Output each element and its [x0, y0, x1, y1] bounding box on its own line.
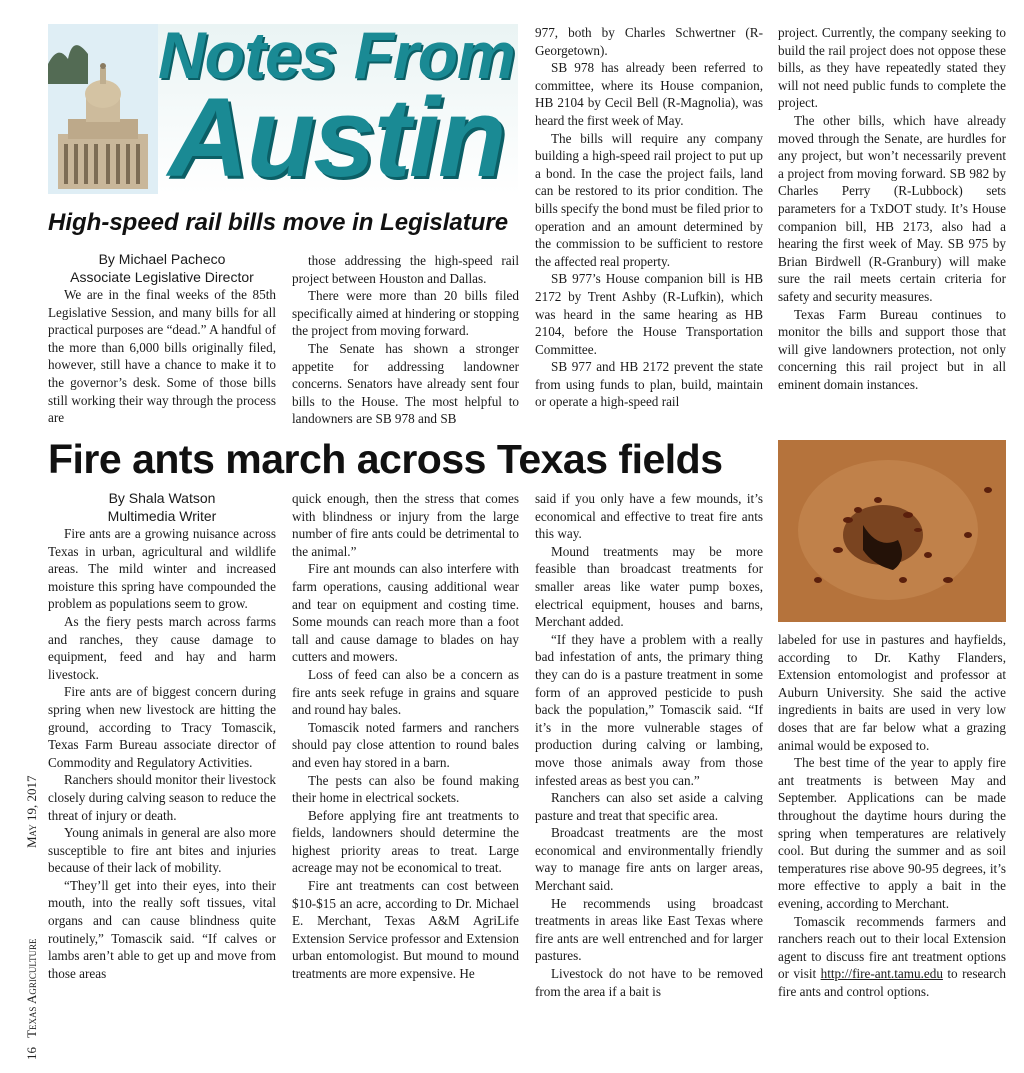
paragraph: project. Currently, the company seeking to build the rail project does not oppose these bills, as they have repeatedly stated they will not need public funds to complete the project.: [778, 25, 1006, 111]
article1-byline: [48, 250, 276, 286]
paragraph: There were more than 20 bills filed specifically aimed at hindering or stopping the project from moving forward.: [292, 288, 519, 339]
paragraph: Fire ants are a growing nuisance across Texas in urban, agricultural and wildlife areas. The mild winter and increased moisture this spring have compounded the problem as populations seem to grow.: [48, 526, 276, 612]
paragraph: The Senate has shown a stronger appetite for addressing landowner concerns. Senators have already sent four bills to the House. The most helpful to landowners are SB 978 and SB: [292, 340, 519, 427]
paragraph: said if you only have a few mounds, it’s economical and effective to treat fire ants this way.: [535, 491, 763, 542]
paragraph: SB 978 has already been referred to committee, where its House companion, HB 2104 by Cecil Bell (R-Magnolia), was heard the first week of May.: [535, 60, 763, 128]
paragraph: quick enough, then the stress that comes with blindness or injury from the large number of fire ants could be detrimental to the animal.”: [292, 491, 519, 559]
paragraph: those addressing the high-speed rail project between Houston and Dallas.: [292, 253, 519, 286]
fire-ant-website-link[interactable]: http://fire-ant.tamu.edu: [820, 966, 943, 982]
paragraph: Loss of feed can also be a concern as fire ants seek refuge in grains and square and round hay bales.: [292, 666, 519, 718]
paragraph: He recommends using broadcast treatments in areas like East Texas where fire ants are well entrenched and for larger pastures.: [535, 895, 763, 964]
publication-name: Texas Agriculture: [24, 938, 39, 1038]
page-margin-info: [20, 770, 50, 1060]
paragraph: Livestock do not have to be removed from the area if a bait is: [535, 966, 763, 999]
article2-byline-title: Multimedia Writer: [107, 508, 217, 524]
paragraph: Ranchers can also set aside a calving pasture and treat that specific area.: [535, 790, 763, 823]
article1-column-2: [292, 252, 519, 428]
article2-headline: Fire ants march across Texas fields: [48, 436, 723, 482]
paragraph: Mound treatments may be more feasible than broadcast treatments for smaller areas like water pump boxes, electrical equipment, houses and barns, Merchant added.: [535, 543, 763, 630]
notes-from-austin-banner: [48, 18, 518, 200]
paragraph: The best time of the year to apply fire ant treatments is between May and September. Applications can be made throughout the daytime hours during the spring when temperatures are relatively cool. But during the summer and as soil temperatures rise above 90-95 degrees, it’s more effective to apply a bait in the evening, according to Merchant.: [778, 755, 1006, 911]
paragraph: SB 977 and HB 2172 prevent the state from using funds to plan, build, maintain or operate a high-speed rail: [535, 359, 763, 410]
paragraph: Fire ants are of biggest concern during spring when new livestock are hitting the ground, according to Tracy Tomascik, Texas Farm Bureau associate director of Commodity and Regulatory Activities.: [48, 684, 276, 770]
paragraph: 977, both by Charles Schwertner (R-Georgetown).: [535, 25, 763, 58]
paragraph: SB 977’s House companion bill is HB 2172 by Trent Ashby (R-Lufkin), which was heard in the same hearing as HB 2104, before the House Transportation Committee.: [535, 271, 763, 357]
paragraph: Texas Farm Bureau continues to monitor the bills and support those that will give landowners protection, not only concerning this rail project but in all eminent domain instances.: [778, 306, 1006, 392]
article1-byline-name: By Michael Pacheco: [98, 251, 226, 267]
capitol-building-illustration: [48, 24, 158, 194]
paragraph: Fire ant treatments can cost between $10-$15 an acre, according to Dr. Michael E. Merchant, Texas A&M AgriLife Extension Service professor and Extension urban entomologist. But mound to mound treatments are more expensive. He: [292, 878, 519, 982]
paragraph: Ranchers should monitor their livestock closely during calving season to reduce the threat of injury or death.: [48, 772, 276, 823]
article2-column-2: [292, 490, 519, 983]
article2-byline: [48, 489, 276, 525]
paragraph: The other bills, which have already moved through the Senate, are hurdles for any project, but won’t necessarily prevent a project from moving forward. SB 982 by Charles Perry (R-Lubbock) sets parameters for a TxDOT study. It’s House companion bill, HB 2173, also had a hearing the first week of May. SB 975 by Brian Birdwell (R-Granbury) will make sure the rail meets certain criteria for safety and security measures.: [778, 112, 1006, 304]
paragraph: As the fiery pests march across farms and ranches, they cause damage to equipment, feed and hay and harm livestock.: [48, 613, 276, 682]
paragraph: The bills will require any company building a high-speed rail project to put up a bond. In the case the project fails, land can be restored to its prior condition. The bills specify the bond must be filed prior to operation and an amount determined by the commission to be sufficient to restore the affected real property.: [535, 130, 763, 269]
banner-notes-from: Notes From: [158, 18, 515, 92]
paragraph: We are in the final weeks of the 85th Legislative Session, and many bills for all practical purposes are “dead.” A handful of the more than 6,000 bills originally filed, however, still have a chance to make it to the governor’s desk. Some of those bills still working their way through the process are: [48, 287, 276, 426]
article1-byline-title: Associate Legislative Director: [70, 269, 254, 285]
article1-column-3: [535, 24, 763, 411]
paragraph: “They’ll get into their eyes, into their mouth, into the really soft tissues, vital organs and can cause blindness quite routinely,” Tomascik said. “If calves or lambs aren’t able to get up and move from those areas: [48, 877, 276, 981]
paragraph: labeled for use in pastures and hayfields, according to Dr. Kathy Flanders, Extension entomologist and professor at Auburn University. She said the active ingredients in baits are used in very low doses that are far below what a grazing animal would be exposed to.: [778, 632, 1006, 753]
banner-austin: Austin: [168, 75, 505, 200]
article2-column-3: [535, 490, 763, 1000]
paragraph: Tomascik noted farmers and ranchers should pay close attention to round bales and even hay stored in a barn.: [292, 719, 519, 770]
article1-column-1: [48, 250, 276, 427]
article2-column-1: [48, 489, 276, 982]
paragraph: Before applying fire ant treatments to fields, landowners should determine the highest priority areas to treat. Large acreage may not be economical to treat.: [292, 807, 519, 876]
article2-closing-paragraph: Tomascik recommends farmers and ranchers reach out to their local Extension agent to discuss fire ant treatment options or visit http://fire-ant.tamu.edu to research fire ants and control options.: [778, 913, 1006, 999]
paragraph: The pests can also be found making their home in electrical sockets.: [292, 772, 519, 806]
article2-byline-name: By Shala Watson: [108, 490, 216, 506]
article1-column-4: [778, 24, 1006, 393]
issue-date: May 19, 2017: [24, 775, 39, 848]
paragraph: Broadcast treatments are the most economical and environmentally friendly way to manage fire ants on larger areas, Merchant said.: [535, 825, 763, 894]
article1-headline: High-speed rail bills move in Legislature: [48, 209, 509, 236]
paragraph: Fire ant mounds can also interfere with farm operations, causing additional wear and tear on equipment and costing time. Some mounds can reach more than a foot tall and cause damage to blades on hay cutters and mowers.: [292, 561, 519, 665]
paragraph: “If they have a problem with a really bad infestation of ants, the primary thing they can do is a pasture treatment in some form of an approved pesticide to push back the population,” Tomascik said. “If it’s in the more vulnerable stages of production during calving or lambing, move those animals away from those infested areas as best you can.”: [535, 631, 763, 788]
article2-column-4: [778, 631, 1006, 1000]
paragraph: Young animals in general are also more susceptible to fire ant bites and injuries because of their lack of mobility.: [48, 825, 276, 876]
page-number: 16: [24, 1047, 39, 1060]
fire-ants-photo: [778, 440, 1006, 622]
